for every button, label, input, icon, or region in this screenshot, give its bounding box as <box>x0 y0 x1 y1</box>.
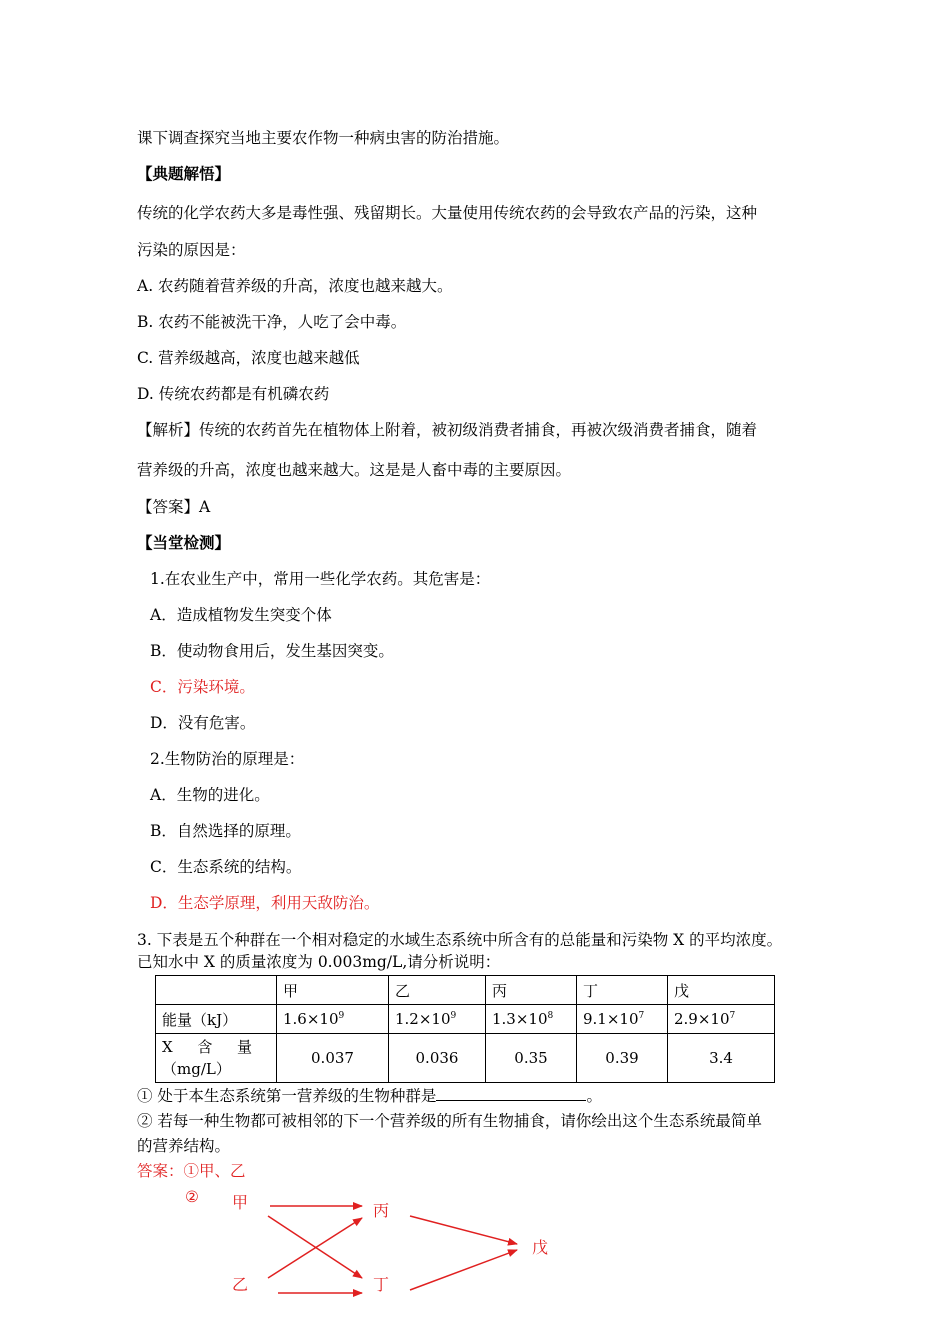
example-answer: 【答案】A <box>137 498 211 516</box>
x-wu: 3.4 <box>668 1034 775 1083</box>
q2-option-b: B．自然选择的原理。 <box>150 822 301 840</box>
header-bing: 丙 <box>486 976 577 1005</box>
x-jia: 0.037 <box>277 1034 389 1083</box>
energy-label: 能量（kJ） <box>156 1005 277 1034</box>
node-ding: 丁 <box>373 1275 390 1294</box>
energy-wu: $2.9\times 10^7$ <box>668 1005 775 1034</box>
q1-option-b: B．使动物食用后，发生基因突变。 <box>150 642 394 660</box>
q2-option-d-answer: D．生态学原理，利用天敌防治。 <box>150 894 380 912</box>
q2-stem: 2.生物防治的原理是： <box>150 750 305 768</box>
x-bing: 0.35 <box>486 1034 577 1083</box>
arrow-ding-wu <box>410 1250 517 1290</box>
q3-stem-line2: 已知水中 X 的质量浓度为 0.003mg/L,请分析说明： <box>137 953 501 971</box>
x-content-label: X 含 量 （mg/L） <box>156 1034 277 1083</box>
header-ding: 丁 <box>577 976 668 1005</box>
q2-option-a: A．生物的进化。 <box>150 786 270 804</box>
x-ding: 0.39 <box>577 1034 668 1083</box>
header-yi: 乙 <box>389 976 486 1005</box>
example-heading: 【典题解悟】 <box>137 164 231 183</box>
example-question-line2: 污染的原因是： <box>137 241 246 259</box>
q3-sub2-line1: ② 若每一种生物都可被相邻的下一个营养级的所有生物捕食，请你绘出这个生态系统最简单 <box>137 1112 762 1130</box>
q3-stem-line1: 3. 下表是五个种群在一个相对稳定的水域生态系统中所含有的总能量和污染物 X 的平均浓度。 <box>137 931 783 949</box>
example-option-d: D. 传统农药都是有机磷农药 <box>137 385 330 403</box>
q3-answer-line: 答案：①甲、乙 <box>137 1162 246 1180</box>
q1-option-a: A．造成植物发生突变个体 <box>150 606 332 624</box>
x-yi: 0.036 <box>389 1034 486 1083</box>
analysis-line1: 【解析】传统的农药首先在植物体上附着，被初级消费者捕食，再被次级消费者捕食，随着 <box>137 421 758 439</box>
q1-option-d: D．没有危害。 <box>150 714 256 732</box>
check-heading: 【当堂检测】 <box>137 533 231 552</box>
example-question-line1: 传统的化学农药大多是毒性强、残留期长。大量使用传统农药的会导致农产品的污染，这种 <box>137 204 758 222</box>
energy-jia: $1.6\times 10^9$ <box>277 1005 389 1034</box>
arrow-bing-wu <box>410 1216 517 1244</box>
q1-option-c-answer: C．污染环境。 <box>150 678 255 696</box>
energy-yi: $1.2\times 10^9$ <box>389 1005 486 1034</box>
energy-ding: $9.1\times 10^7$ <box>577 1005 668 1034</box>
q3-sub1: ① 处于本生态系统第一营养级的生物种群是 。 <box>137 1087 602 1105</box>
header-wu: 戊 <box>668 976 775 1005</box>
node-yi: 乙 <box>232 1275 249 1294</box>
q2-option-c: C．生态系统的结构。 <box>150 858 302 876</box>
node-bing: 丙 <box>373 1201 390 1220</box>
node-jia: 甲 <box>232 1193 249 1212</box>
node-wu: 戊 <box>532 1238 549 1257</box>
analysis-line2: 营养级的升高，浓度也越来越大。这是是人畜中毒的主要原因。 <box>137 461 572 479</box>
energy-bing: $1.3\times 10^8$ <box>486 1005 577 1034</box>
q3-sub2-line2: 的营养结构。 <box>137 1137 231 1155</box>
intro-text: 课下调查探究当地主要农作物一种病虫害的防治措施。 <box>137 129 510 147</box>
example-option-c: C. 营养级越高，浓度也越来越低 <box>137 349 360 367</box>
q1-stem: 1.在农业生产中，常用一些化学农药。其危害是： <box>150 570 491 588</box>
example-option-b: B. 农药不能被洗干净，人吃了会中毒。 <box>137 313 407 331</box>
header-jia: 甲 <box>277 976 389 1005</box>
example-option-a: A. 农药随着营养级的升高，浓度也越来越大。 <box>137 277 453 295</box>
q3-answer-mark2: ② <box>185 1188 199 1206</box>
